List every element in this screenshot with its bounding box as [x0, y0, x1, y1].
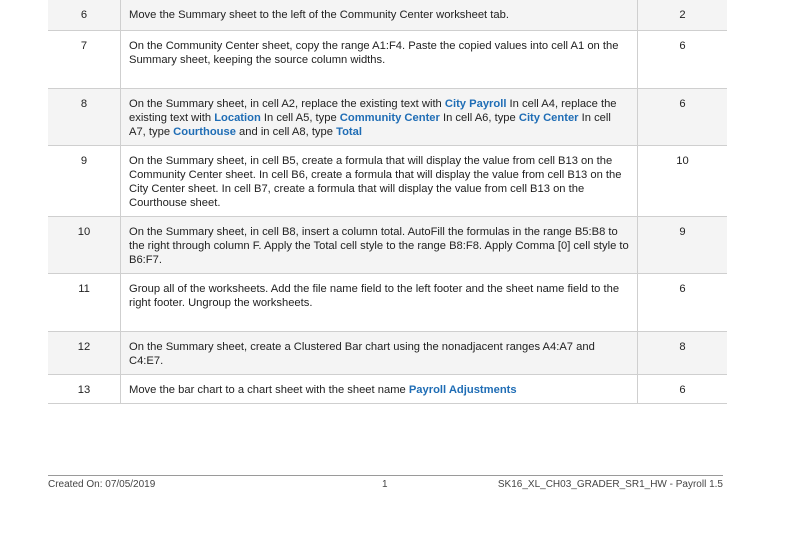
instruction-text: Group all of the worksheets. Add the file name field to the left footer and the sheet name field to the right footer. Ungroup the worksheets. — [129, 282, 620, 309]
step-number: 6 — [48, 0, 121, 30]
table-row — [48, 145, 727, 216]
highlighted-value: Location — [214, 111, 261, 124]
table-row — [48, 88, 727, 145]
step-points: 10 — [638, 145, 728, 216]
footer-created-date: Created On: 07/05/2019 — [48, 479, 156, 490]
step-number: 10 — [48, 216, 121, 273]
highlighted-value: Community Center — [339, 111, 440, 124]
page-footer — [48, 475, 723, 490]
instruction-text: In cell A5, type — [260, 111, 340, 124]
step-number: 13 — [48, 374, 121, 403]
instruction-text: On the Summary sheet, in cell A2, replace the existing text with — [129, 97, 445, 110]
step-description — [121, 273, 638, 331]
step-points: 6 — [638, 30, 728, 88]
instructions-table — [48, 0, 727, 404]
table-row — [48, 216, 727, 273]
step-number: 12 — [48, 331, 121, 374]
footer-page-number: 1 — [382, 479, 388, 490]
instruction-text: Move the bar chart to a chart sheet with the sheet name — [129, 383, 409, 396]
table-row — [48, 374, 727, 403]
step-points: 6 — [638, 273, 728, 331]
table-row — [48, 30, 727, 88]
highlighted-value: City Payroll — [444, 97, 507, 110]
step-description — [121, 0, 638, 30]
instruction-text: On the Summary sheet, in cell B5, create a formula that will display the value from cell B13 on the Community Center sheet. In cell B6, create a formula that will display the value from cell B13 on the City Center sheet. In cell B7, create a formula that will display the value from cell B13 on the Courthouse sheet. — [129, 154, 622, 209]
highlighted-value: City Center — [518, 111, 579, 124]
step-points: 2 — [638, 0, 728, 30]
highlighted-value: Total — [336, 125, 362, 138]
highlighted-value: Courthouse — [173, 125, 236, 138]
step-number: 9 — [48, 145, 121, 216]
step-description — [121, 88, 638, 145]
instruction-text: On the Summary sheet, in cell B8, insert a column total. AutoFill the formulas in the range B5:B8 to the right through column F. Apply the Total cell style to the range B8:F8. Apply Comma [0] cell style to B6:F7. — [129, 225, 629, 266]
step-number: 7 — [48, 30, 121, 88]
step-number: 11 — [48, 273, 121, 331]
step-points: 6 — [638, 374, 728, 403]
step-points: 9 — [638, 216, 728, 273]
table-row — [48, 0, 727, 30]
footer-file-name: SK16_XL_CH03_GRADER_SR1_HW - Payroll 1.5 — [497, 479, 723, 490]
instruction-text: and in cell A8, type — [235, 125, 337, 138]
instruction-text: In cell A7, type — [129, 111, 611, 138]
instruction-text: Move the Summary sheet to the left of the Community Center worksheet tab. — [129, 9, 509, 21]
step-points: 8 — [638, 331, 728, 374]
step-description — [121, 30, 638, 88]
table-row — [48, 331, 727, 374]
instruction-text: In cell A6, type — [439, 111, 519, 124]
step-description — [121, 145, 638, 216]
step-points: 6 — [638, 88, 728, 145]
instruction-text: On the Summary sheet, create a Clustered Bar chart using the nonadjacent ranges A4:A7 and C4:E7. — [129, 340, 595, 367]
step-number: 8 — [48, 88, 121, 145]
instruction-text: On the Community Center sheet, copy the range A1:F4. Paste the copied values into cell A1 on the Summary sheet, keeping the source column widths. — [129, 39, 619, 66]
instruction-text: In cell A4, replace the existing text with — [129, 97, 617, 124]
step-description — [121, 216, 638, 273]
table-row — [48, 273, 727, 331]
step-description — [121, 374, 638, 403]
highlighted-value: Payroll Adjustments — [408, 383, 517, 396]
step-description — [121, 331, 638, 374]
